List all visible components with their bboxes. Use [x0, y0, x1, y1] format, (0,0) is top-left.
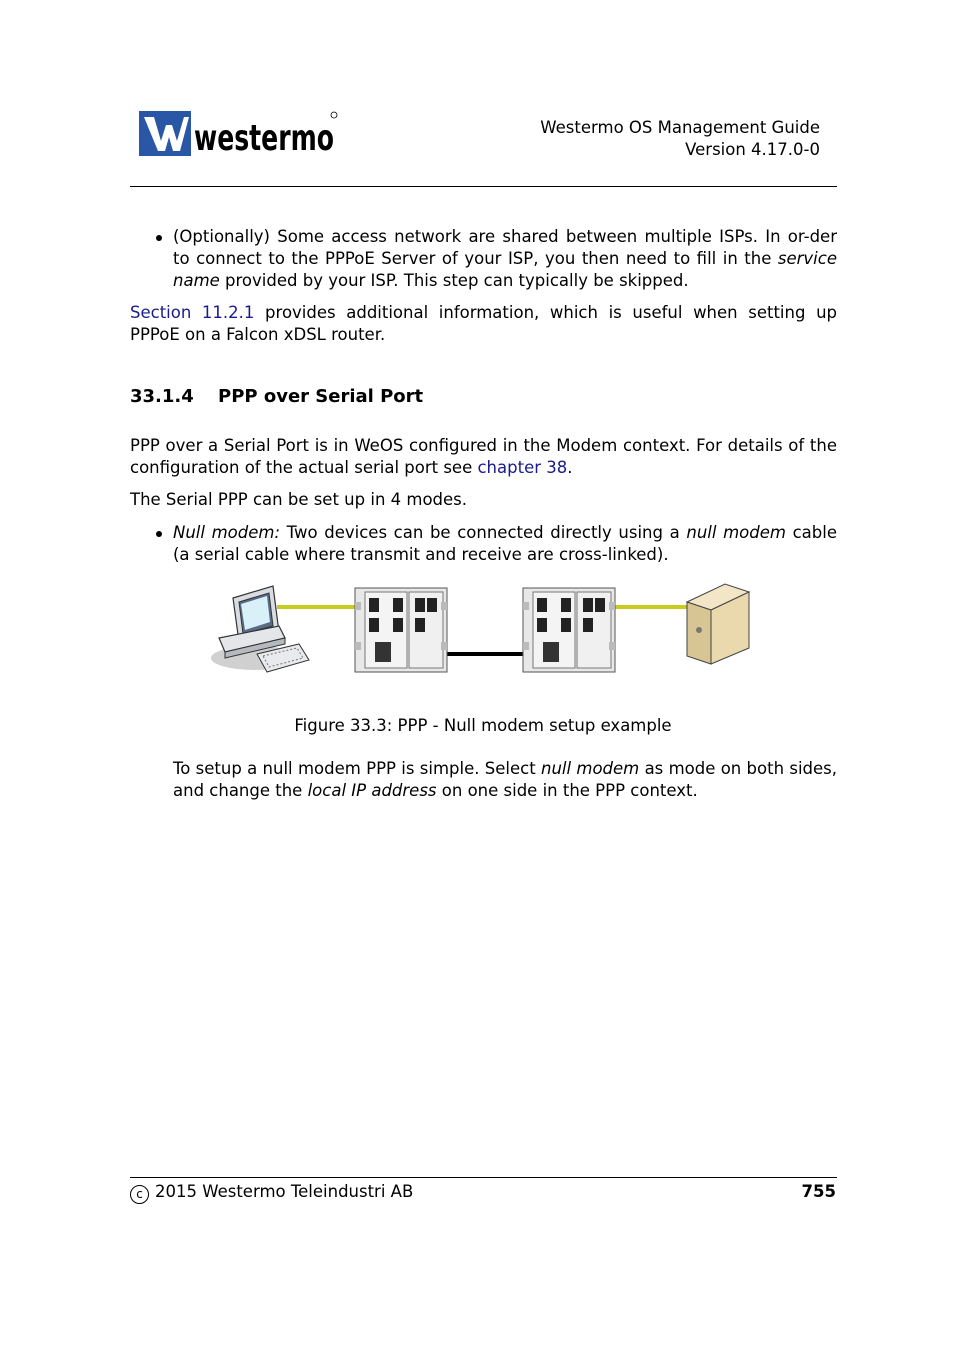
section-link[interactable]: Section 11.2.1	[130, 303, 255, 322]
router-left	[355, 588, 447, 672]
paragraph-text: on one side in the PPP context.	[436, 781, 698, 800]
header-rule	[130, 186, 837, 187]
section-number: 33.1.4	[130, 386, 194, 407]
bullet-text: Two devices can be connected directly using a	[280, 523, 687, 542]
westermo-logo	[139, 109, 339, 157]
null-modem-figure	[205, 580, 765, 685]
serial-paragraph	[130, 435, 837, 479]
bullet-text: (Optionally) Some access network are shared between multiple ISPs. In or-der to connect to the PPPoE Server of your ISP, you then need to fill in the	[173, 227, 837, 268]
page-number: 755	[801, 1182, 836, 1201]
intro-bullet-item	[173, 226, 837, 292]
paragraph-text: provides additional information, which is useful when setting up PPPoE on a Falcon xDSL router.	[130, 303, 838, 344]
section-ref-paragraph	[130, 302, 837, 346]
bullet-text: cable (a serial cable where transmit and receive are cross-linked).	[173, 523, 837, 564]
paragraph-text: as mode on both sides, and change the	[173, 759, 837, 800]
router-right	[523, 588, 615, 672]
paragraph-italic: local IP address	[307, 781, 437, 800]
figure-caption: Figure 33.3: PPP - Null modem setup example	[294, 716, 672, 735]
copyright-icon: c	[130, 1185, 149, 1204]
guide-title: Westermo OS Management Guide	[540, 118, 820, 137]
bullet-dot	[156, 531, 162, 537]
paragraph-text: To setup a null modem PPP is simple. Select	[173, 759, 541, 778]
footer-rule	[130, 1177, 837, 1178]
server-icon	[687, 584, 749, 664]
bullet-dot	[156, 235, 162, 241]
bullet-italic: service name	[173, 249, 837, 290]
logo-wordmark: westermo	[194, 118, 334, 159]
paragraph-italic: null modem	[541, 759, 640, 778]
section-title: PPP over Serial Port	[218, 386, 424, 407]
paragraph-text: PPP over a Serial Port is in WeOS configured in the Modem context. For details of the configuration of the actual serial port see	[130, 436, 837, 477]
bullet-term: Null modem:	[173, 523, 281, 542]
guide-version: Version 4.17.0-0	[685, 140, 820, 159]
chapter-link[interactable]: chapter 38	[477, 458, 568, 477]
bullet-text: provided by your ISP. This step can typically be skipped.	[219, 271, 689, 290]
setup-paragraph	[173, 758, 837, 802]
computer-icon	[211, 586, 309, 672]
paragraph-text: .	[567, 458, 573, 477]
null-modem-bullet-item	[173, 522, 837, 566]
section-heading	[130, 386, 423, 407]
footer-copyright	[130, 1182, 413, 1204]
modes-paragraph: The Serial PPP can be set up in 4 modes.	[130, 490, 468, 509]
copyright-text: 2015 Westermo Teleindustri AB	[155, 1182, 414, 1201]
bullet-italic: null modem	[686, 523, 786, 542]
header-info	[540, 117, 820, 161]
